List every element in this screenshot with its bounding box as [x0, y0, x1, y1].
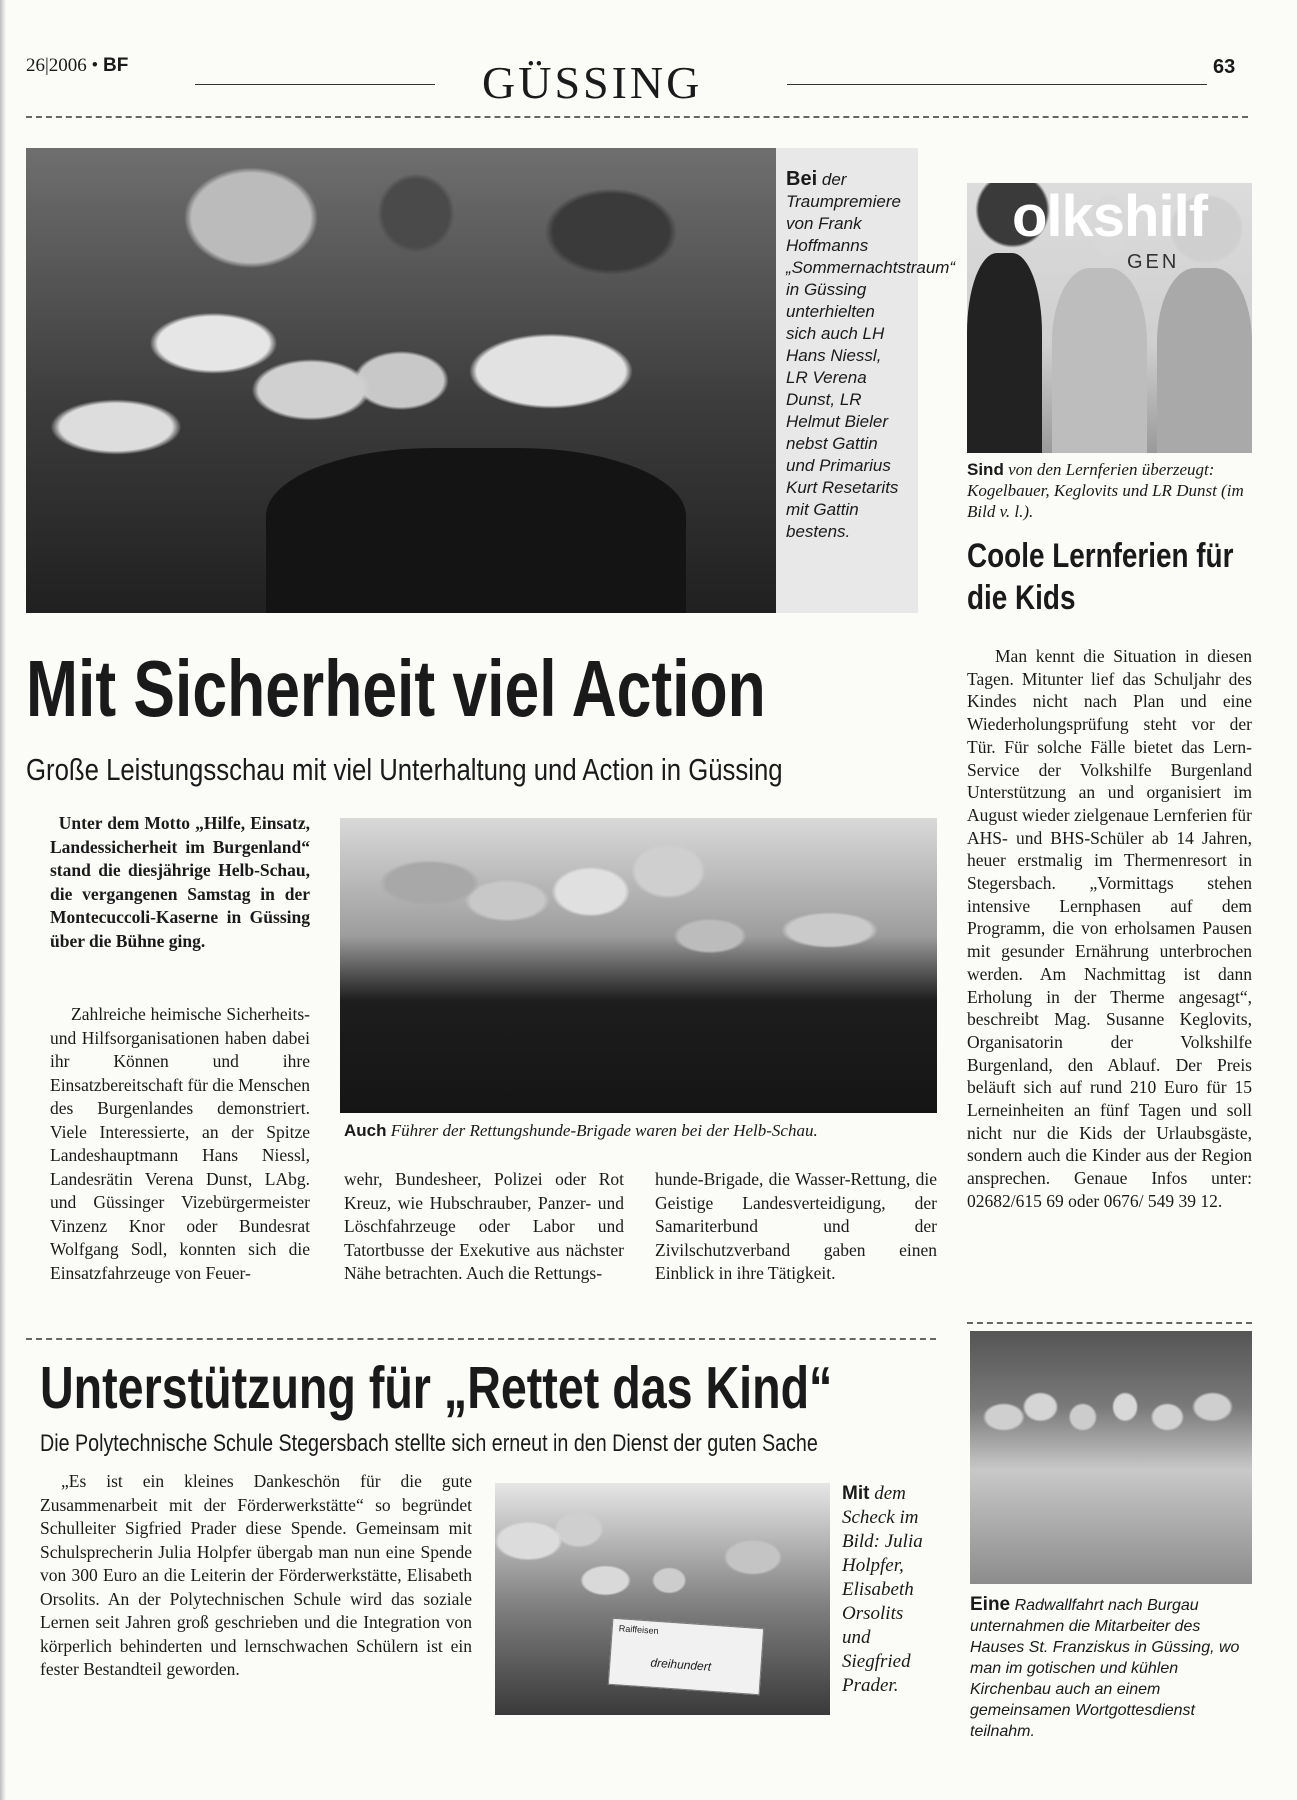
main-body-col3: hunde-Brigade, die Wasser-Rettung, die Geistige Landesverteidigung, der Samariterbund und der Zivilschutzverband gaben einen Einblick in ihre Tätigkeit.	[655, 1169, 937, 1283]
pilgrimage-caption-lead: Eine	[970, 1594, 1011, 1615]
bottom-subheadline: Die Polytechnische Schule Stegersbach stellte sich erneut in den Dienst der guten Sache	[40, 1430, 818, 1457]
main-subheadline: Große Leistungsschau mit viel Unterhaltung und Action in Güssing	[26, 752, 783, 787]
side-caption-lead: Sind	[967, 460, 1004, 479]
main-headline: Mit Sicherheit viel Action	[26, 644, 766, 733]
side-headline: Coole Lernferien für die Kids	[967, 537, 1234, 617]
woman-right	[1157, 268, 1252, 453]
giant-check	[608, 1618, 764, 1695]
volkshilfe-sign: olkshilf	[1012, 184, 1208, 249]
page-fold-edge	[0, 0, 6, 1800]
main-caption-lead: Auch	[344, 1121, 387, 1140]
check-caption-text: dem Scheck im Bild: Julia Holpfer, Elisabeth Orsolits und Siegfried Prader.	[842, 1483, 923, 1696]
main-caption-text: Führer der Rettungshunde-Brigade waren bei der Helb-Schau.	[390, 1121, 818, 1140]
foreground-suit	[266, 448, 686, 613]
pilgrimage-caption	[970, 1594, 1252, 1742]
man-in-suit	[967, 253, 1042, 453]
check-photo-caption	[842, 1482, 934, 1698]
check-handover-photo	[495, 1483, 830, 1715]
main-body-col1: Zahlreiche heimische Sicherheits- und Hilfsorganisationen haben dabei ihr Können und ihre Einsatzbereitschaft für die Menschen des Burgenlandes demonstriert. Viele Interessierte, an der Spitze Landeshauptmann Hans Niessl, Landesrätin Verena Dunst, LAbg. und Güssinger Vizebürgermeister Vinzenz Knor oder Bundesrat Wolfgang Sodl, konnten sich die Einsatzfahrzeuge von Feuer-	[50, 1004, 310, 1283]
main-body-col2: wehr, Bundesheer, Polizei oder Rot Kreuz, wie Hubschrauber, Panzer- und Löschfahrzeuge oder Labor und Tatortbusse der Exekutive aus nächster Nähe betrachten. Auch die Rettungs-	[344, 1169, 624, 1283]
right-bottom-divider	[967, 1322, 1252, 1324]
bottom-divider	[26, 1338, 936, 1340]
check-amount-text: dreihundert	[650, 1655, 712, 1674]
header-rule-right	[787, 84, 1207, 85]
main-lead: Unter dem Motto „Hilfe, Einsatz, Landessicherheit im Burgenland“ stand die diesjährige Helb-Schau, die vergangenen Samstag in der Montecuccoli-Kaserne in Güssing über die Bühne ging.	[50, 813, 310, 951]
bottom-body: „Es ist ein kleines Dankeschön für die gute Zusammenarbeit mit der Förderwerkstätte“ so begründet Schulleiter Sigfried Prader diese Spende. Gemeinsam mit Schulsprecherin Julia Holpfer übergab man nun eine Spende von 300 Euro an die Leiterin der Förderwerkstätte, Elisabeth Orsolits. An der Polytechnischen Schule wird das soziale Lernen seit Jahren groß geschrieben und die Integration von körperlich behinderten und lernschwachen Schülern ist ein fester Bestandteil geworden.	[40, 1471, 472, 1679]
header-divider	[26, 116, 1248, 118]
volkshilfe-photo	[967, 183, 1252, 453]
rescue-dog-team-photo	[340, 818, 937, 1113]
volkshilfe-sign-sub: GEN	[1127, 251, 1180, 273]
section-title: GÜSSING	[482, 57, 703, 108]
side-body: Man kennt die Situation in diesen Tagen. Mitunter lief das Schuljahr des Kindes nicht nach Plan und eine Wiederholungsprüfung steht vor der Tür. Für solche Fälle bietet das Lern-Service der Volkshilfe Burgenland Unterstützung an und organisiert im August wieder zielgenaue Lernferien für AHS- und BHS-Schüler ab 14 Jahren, heuer erstmalig im Thermenresort in Stegersbach. „Vormittags stehen intensive Lernphasen auf dem Programm, die von erholsamen Pausen mit gesunder Ernährung unterbrochen werden. Am Nachmittag ist dann Erholung in der Therme angesagt“, beschreibt Mag. Susanne Keglovits, Organisatorin der Volkshilfe Burgenland, den Ablauf. Der Preis beläuft sich auf rund 210 Euro für 15 Lerneinheiten an fünf Tagen und soll nicht nur die Kids der Urlaubsgäste, sondern auch die Kinder aus der Region ansprechen. Genaue Infos unter: 02682/615 69 oder 0676/ 549 39 12.	[967, 646, 1252, 1211]
issue-date	[26, 55, 128, 77]
caption-lead: Bei	[786, 168, 818, 190]
side-photo-caption	[967, 459, 1252, 522]
main-photo-caption	[344, 1120, 939, 1141]
caption-text: der Traumpremiere von Frank Hoffmanns „Sommernachtstraum“ in Güssing unterhielten sich auch LH Hans Niessl, LR Verena Dunst, LR Helmut Bieler nebst Gattin und Primarius Kurt Resetarits mit Gattin bestens.	[786, 170, 956, 541]
woman-center	[1052, 268, 1147, 453]
check-bank: Raiffeisen	[618, 1623, 659, 1637]
page-number: 63	[1213, 56, 1236, 78]
premiere-audience-photo	[26, 148, 776, 613]
check-caption-lead: Mit	[842, 1483, 870, 1504]
bottom-headline: Unterstützung für „Rettet das Kind“	[40, 1355, 833, 1421]
brand-logo: BF	[102, 55, 129, 76]
header-rule-left	[195, 84, 435, 85]
side-caption-text: von den Lernferien überzeugt: Kogelbauer, Keglovits und LR Dunst (im Bild v. l.).	[967, 460, 1244, 521]
issue-number: 26|2006 •	[26, 55, 99, 76]
pilgrimage-caption-text: Radwallfahrt nach Burgau unternahmen die Mitarbeiter des Hauses St. Franziskus in Güssing, wo man im gotischen und kühlen Kirchenbau auch an einem gemeinsamen Wortgottesdienst teilnahm.	[970, 1597, 1240, 1740]
top-photo-caption	[786, 168, 956, 543]
pilgrimage-group-photo	[970, 1331, 1252, 1584]
